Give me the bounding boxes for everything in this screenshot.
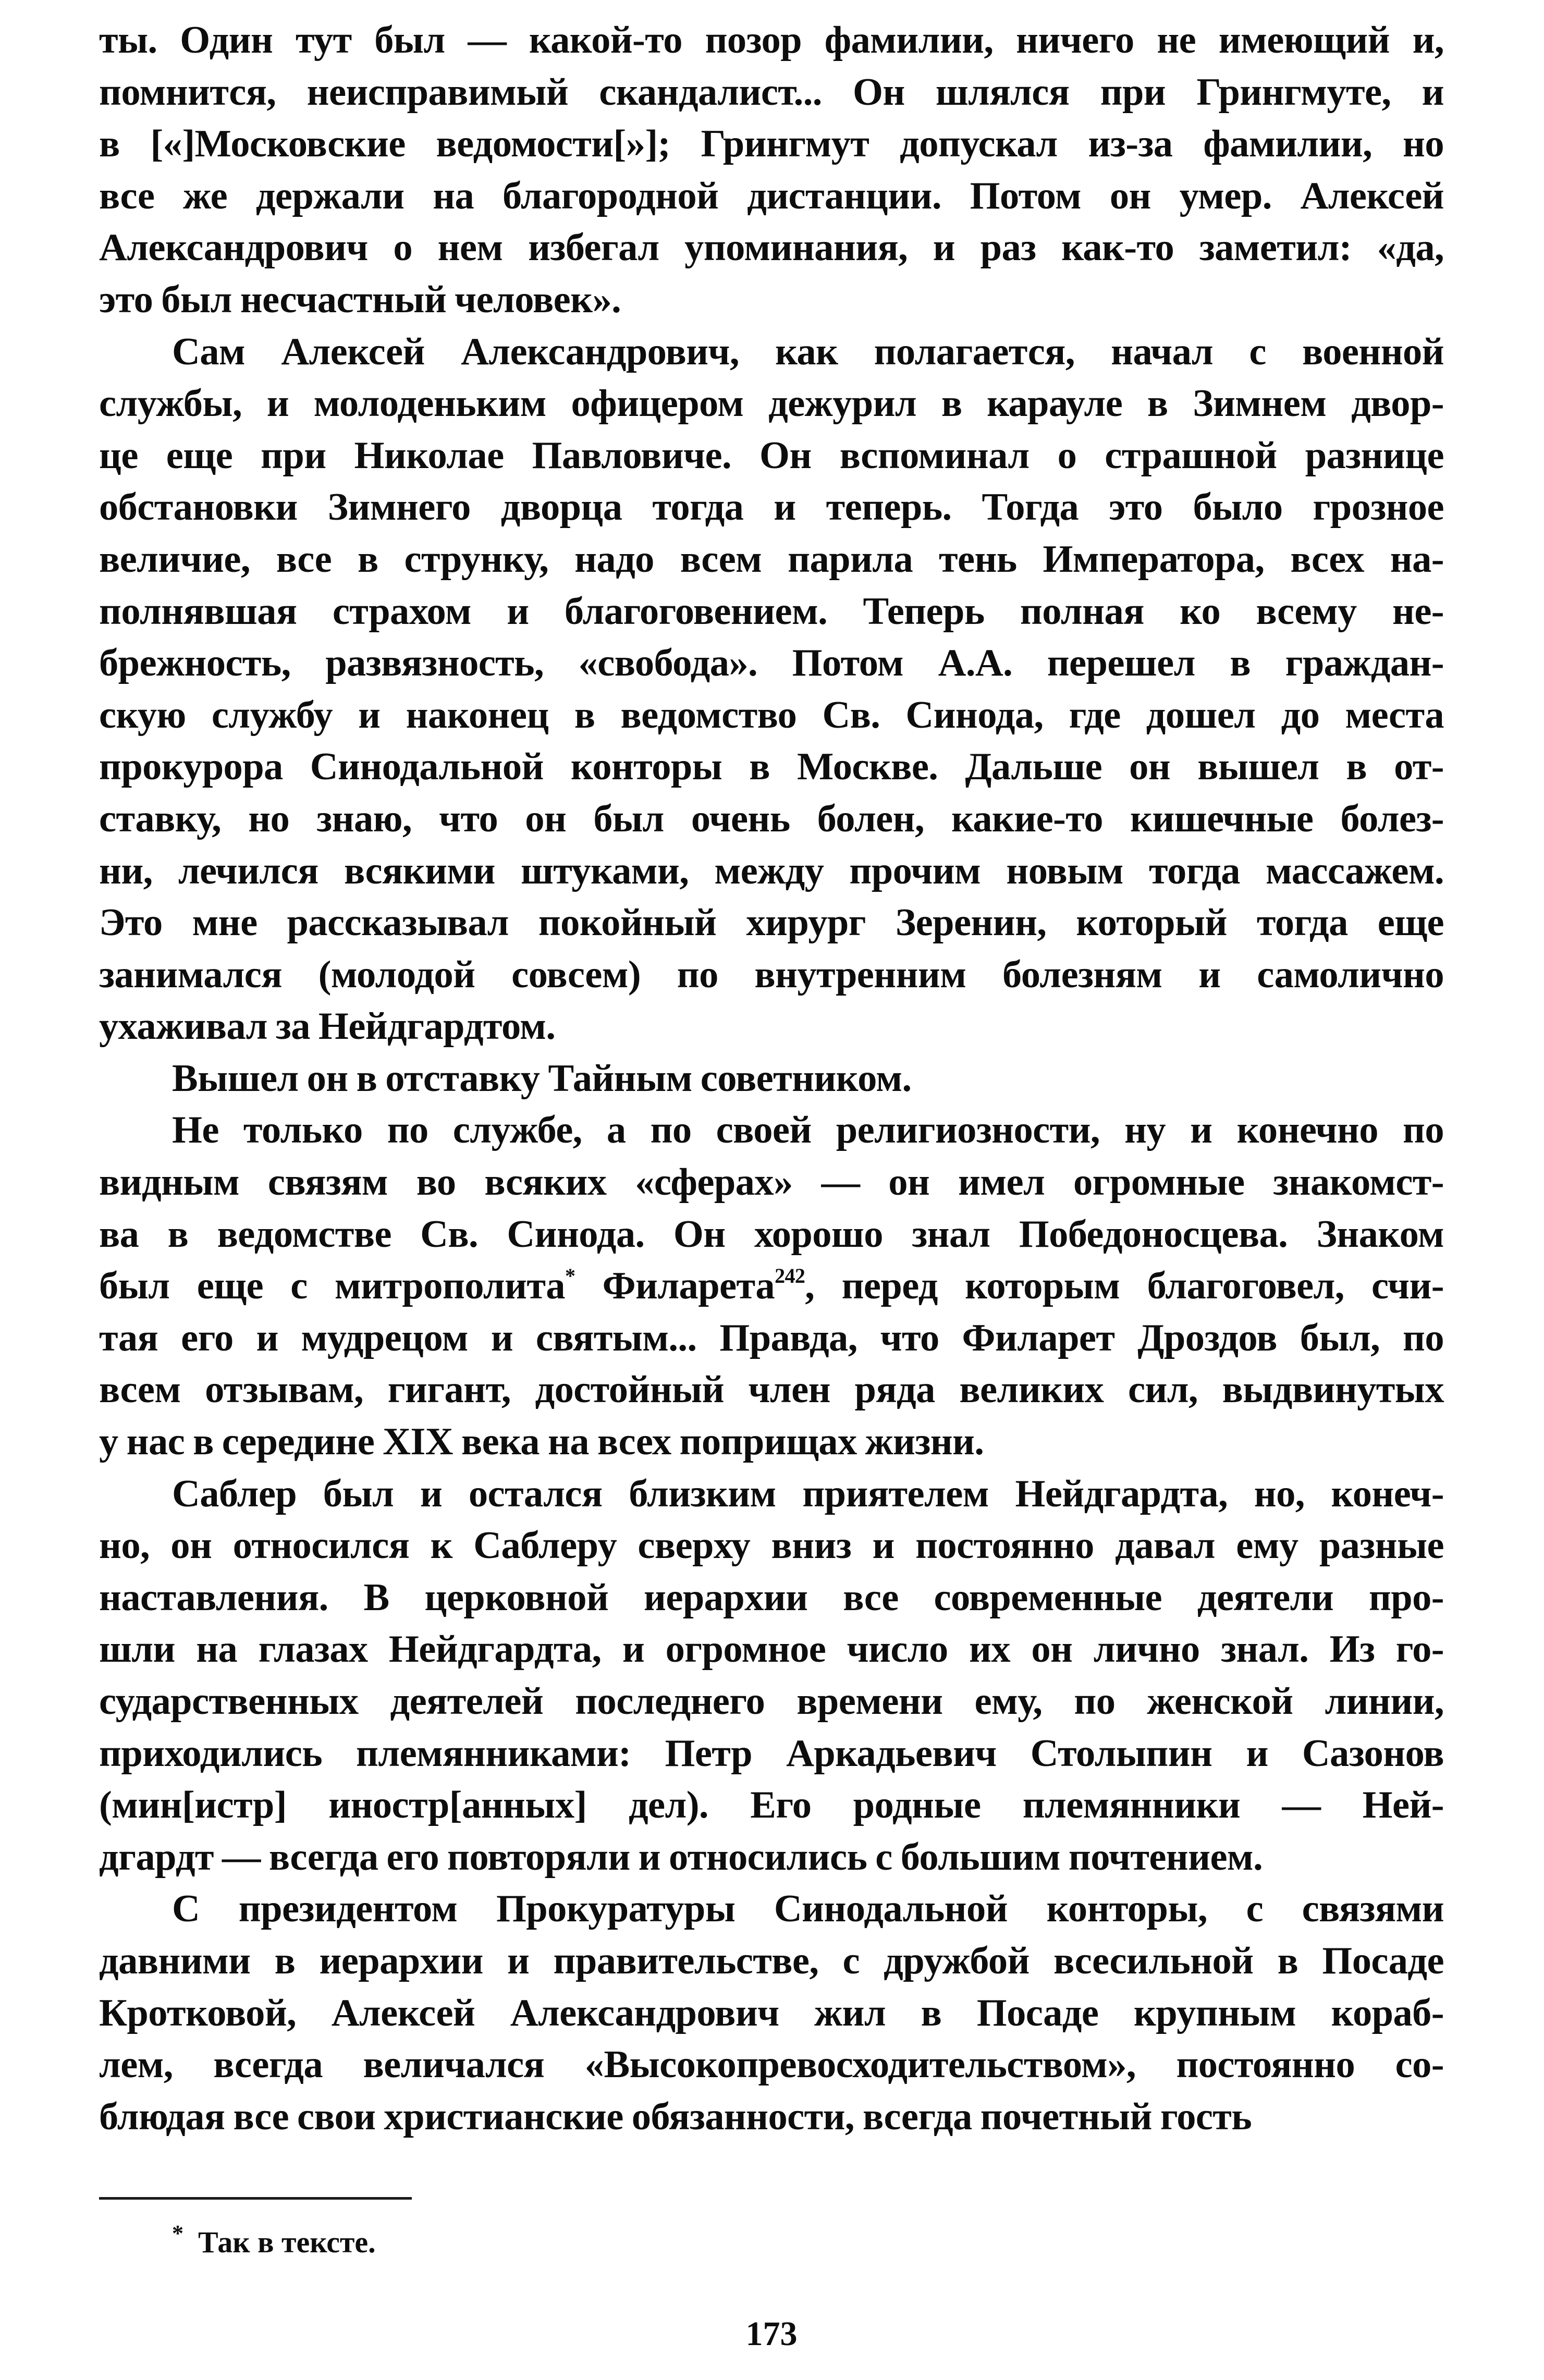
text-line: приходились племянниками: Петр Аркадьевич Столыпин и Сазонов: [99, 1732, 1444, 1775]
paragraph: [99, 1053, 1444, 1105]
text-line: всем отзывам, гигант, достойный член ряда великих сил, выдвинутых: [99, 1368, 1444, 1412]
text-line: наставления. В церковной иерархии все современные деятели про-: [99, 1576, 1444, 1619]
text-line: но, он относился к Саблеру сверху вниз и постоянно давал ему разные: [99, 1524, 1444, 1567]
text-line: Сам Алексей Александрович, как полагается, начал с военной: [172, 330, 1444, 373]
text-line: лем, всегда величался «Высокопревосходительством», постоянно со-: [99, 2043, 1444, 2087]
page-number: 173: [745, 2315, 798, 2353]
text-line: величие, все в струнку, надо всем парила тень Императора, всех на-: [99, 537, 1444, 581]
endnote-reference: 242: [775, 1264, 805, 1288]
text-line: был еще с митрополита* Филарета$^{242}$, перед которым благоговел, счи-: [99, 1264, 1444, 1308]
text-line: ухаживал за Нейдгардтом.: [99, 1005, 556, 1048]
paragraph: [99, 1105, 1444, 1468]
text-line: дгардт — всегда его повторяли и относились с большим почтением.: [99, 1835, 1263, 1879]
footnote-reference: *: [565, 1264, 575, 1288]
text-line: Это мне рассказывал покойный хирург Зеренин, который тогда еще: [99, 901, 1444, 944]
text-line: у нас в середине XIX века на всех поприщах жизни.: [99, 1420, 984, 1464]
text-line: службы, и молоденьким офицером дежурил в карауле в Зимнем двор-: [99, 382, 1444, 425]
text-line: полнявшая страхом и благоговением. Теперь полная ко всему не-: [99, 590, 1444, 633]
text-line: ва в ведомстве Св. Синода. Он хорошо знал Победоносцева. Знаком: [99, 1212, 1444, 1256]
text-line: Кротковой, Алексей Александрович жил в Посаде крупным кораб-: [99, 1991, 1444, 2034]
paragraph: [99, 326, 1444, 1053]
paragraph: [99, 1883, 1444, 2143]
text-line: брежность, развязность, «свобода». Потом А.А. перешел в граждан-: [99, 642, 1444, 685]
text-line: помнится, неисправимый скандалист... Он шлялся при Грингмуте, и: [99, 70, 1444, 114]
text-line: видным связям во всяких «сферах» — он имел огромные знакомст-: [99, 1161, 1444, 1204]
text-line: ты. Один тут был — какой-то позор фамилии, ничего не имеющий и,: [99, 19, 1444, 62]
text-line: скую службу и наконец в ведомство Св. Синода, где дошел до места: [99, 693, 1444, 737]
text-line: блюдая все свои христианские обязанности, всегда почетный гость: [99, 2095, 1252, 2138]
text-line: Вышел он в отставку Тайным советником.: [172, 1057, 912, 1100]
footnote: [172, 2215, 376, 2261]
text-line: ни, лечился всякими штуками, между прочим новым тогда массажем.: [99, 849, 1444, 892]
paragraph: [99, 15, 1444, 326]
footnote-text: Так в тексте.: [198, 2225, 376, 2259]
text-line: шли на глазах Нейдгардта, и огромное число их он лично знал. Из го-: [99, 1628, 1444, 1671]
text-line: занимался (молодой совсем) по внутренним болезням и самолично: [99, 953, 1444, 996]
text-line: прокурора Синодальной конторы в Москве. Дальше он вышел в от-: [99, 745, 1444, 789]
text-line: сударственных деятелей последнего времени ему, по женской линии,: [99, 1680, 1444, 1723]
text-line: С президентом Прокуратуры Синодальной конторы, с связями: [172, 1887, 1444, 1931]
text-line: (мин[истр] иностр[анных] дел). Его родные племянники — Ней-: [99, 1784, 1444, 1827]
text-line: Саблер был и остался близким приятелем Нейдгардта, но, конеч-: [172, 1472, 1444, 1515]
text-line: давними в иерархии и правительстве, с дружбой всесильной в Посаде: [99, 1939, 1444, 1982]
text-line: это был несчастный человек».: [99, 278, 621, 321]
text-line: Не только по службе, а по своей религиозности, ну и конечно по: [172, 1109, 1444, 1152]
text-line: Александрович о нем избегал упоминания, и раз как-то заметил: «да,: [99, 226, 1444, 269]
text-line: ставку, но знаю, что он был очень болен, какие-то кишечные болез-: [99, 797, 1444, 840]
text-line: обстановки Зимнего дворца тогда и теперь. Тогда это было грозное: [99, 486, 1444, 529]
footnote-mark: *: [172, 2220, 183, 2246]
body-text: [99, 15, 1444, 2143]
footnote-divider: [99, 2197, 412, 2200]
text-line: це еще при Николае Павловиче. Он вспоминал о страшной разнице: [99, 434, 1444, 477]
text-line: все же держали на благородной дистанции. Потом он умер. Алексей: [99, 174, 1444, 217]
paragraph: [99, 1468, 1444, 1884]
text-line: тая его и мудрецом и святым... Правда, что Филарет Дроздов был, по: [99, 1316, 1444, 1359]
text-line: в [«]Московские ведомости[»]; Грингмут допускал из-за фамилии, но: [99, 122, 1444, 166]
book-page: [99, 15, 1444, 2365]
